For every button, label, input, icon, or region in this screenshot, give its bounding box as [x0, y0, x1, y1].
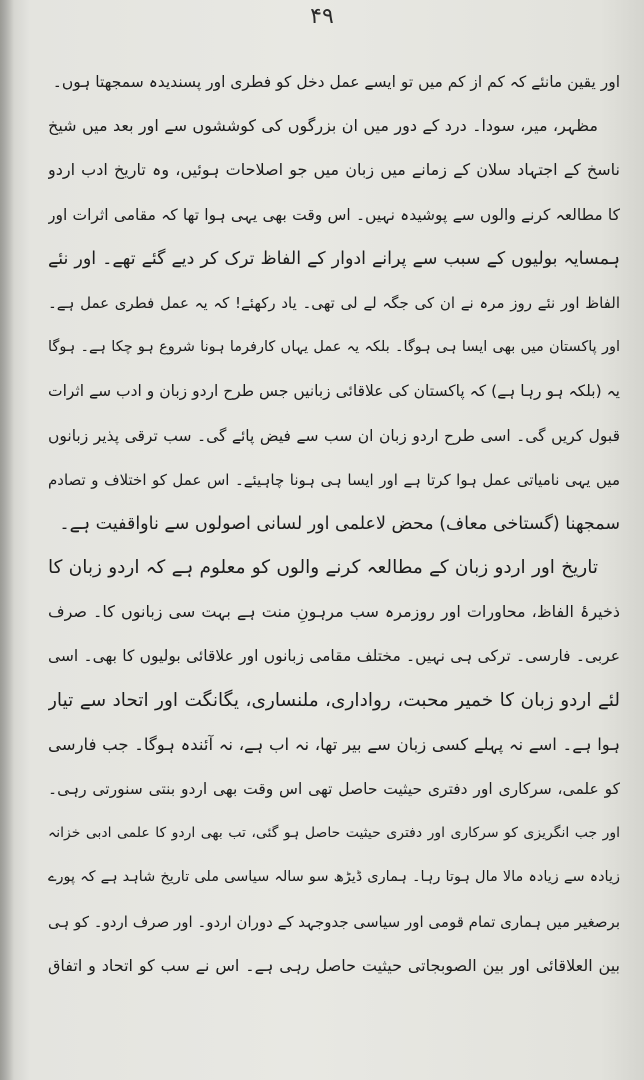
text-line: میں یہی نامیاتی عمل ہوا کرتا ہے اور ایسا ہی ہونا چاہیئے۔ اس عمل کو اختلاف و تصادم — [48, 470, 620, 489]
page-number: ۴۹ — [310, 4, 334, 29]
text-line: مظہر، میر، سودا۔ درد کے دور میں ان بزرگوں کی کوششوں سے اور بعد میں شیخ — [48, 116, 598, 136]
text-line: یہ (بلکہ ہو رہا ہے) کہ پاکستان کی علاقائی زبانیں جس طرح اردو زبان و ادب سے اثرات — [48, 382, 620, 401]
text-line: سمجھنا (گستاخی معاف) محض لاعلمی اور لسانی اصولوں سے ناواقفیت ہے۔ — [59, 513, 620, 534]
text-line: اور جب انگریزی کو سرکاری اور دفتری حیثیت حاصل ہو گئی، تب بھی اردو کا علمی ادبی خزانہ — [48, 825, 620, 842]
text-line: کا مطالعہ کرنے والوں سے پوشیدہ نہیں۔ اس وقت بھی یہی ہوا تھا کہ مقامی اثرات اور — [48, 205, 620, 224]
text-line: تاریخ اور اردو زبان کے مطالعہ کرنے والوں کو معلوم ہے کہ اردو زبان کا — [48, 557, 598, 579]
text-line: لئے اردو زبان کا خمیر محبت، رواداری، ملنساری، یگانگت اور اتحاد سے تیار — [48, 689, 620, 711]
text-line: قبول کریں گی۔ اسی طرح اردو زبان ان سب سے فیض پائے گی۔ سب ترقی پذیر زبانوں — [48, 426, 620, 445]
text-line: اور پاکستان میں بھی ایسا ہی ہوگا۔ بلکہ یہ عمل یہاں کارفرما ہونا شروع ہو چکا ہے۔ ہوگا — [48, 339, 620, 356]
text-line: اور یقین مانئے کہ کم از کم میں تو ایسے عمل دخل کو فطری اور پسندیدہ سمجھتا ہوں۔ — [52, 73, 620, 91]
text-line: زیادہ سے زیادہ مالا مال ہوتا رہا۔ ہماری ڈیڑھ سو سالہ سیاسی ملی تاریخ شاہد ہے کہ پورے — [48, 869, 620, 886]
page-body — [48, 60, 620, 988]
text-line: عربی۔ فارسی۔ ترکی ہی نہیں۔ مختلف مقامی زبانوں اور علاقائی بولیوں کا بھی۔ اسی — [48, 647, 620, 666]
binding-shadow — [0, 0, 14, 1080]
text-line: برصغیر میں ہماری تمام قومی اور سیاسی جدوجہد کے دوران اردو۔ اور صرف اردو۔ کو ہی — [48, 912, 620, 931]
text-line: ذخیرۂ الفاظ، محاورات اور روزمرہ سب مرہونِ منت ہے بہت سی زبانوں کا۔ صرف — [48, 602, 620, 622]
text-line: کو علمی، سرکاری اور دفتری حیثیت حاصل تھی اس وقت بھی اردو بنتی سنورتی رہی۔ — [48, 780, 620, 798]
text-line: بین العلاقائی اور بین الصوبجاتی حیثیت حاصل رہی ہے۔ اس نے سب کو اتحاد و اتفاق — [48, 955, 620, 975]
text-line: ناسخ کے اجتہاد سلان کے زمانے میں زبان میں جو اصلاحات ہوئیں، وہ تاریخ ادب اردو — [48, 160, 620, 180]
text-line: ہمسایہ بولیوں کے سبب سے پرانے ادوار کے الفاظ ترک کر دیے گئے تھے۔ اور نئے — [48, 248, 620, 269]
text-line: ہوا ہے۔ اسے نہ پہلے کسی زبان سے بیر تھا، نہ اب ہے، نہ آئندہ ہوگا۔ جب فارسی — [48, 734, 620, 754]
text-line: الفاظ اور نئے روز مرہ نے ان کی جگہ لے لی تھی۔ یاد رکھئے! کہ یہ عمل فطری عمل ہے۔ — [48, 293, 620, 312]
